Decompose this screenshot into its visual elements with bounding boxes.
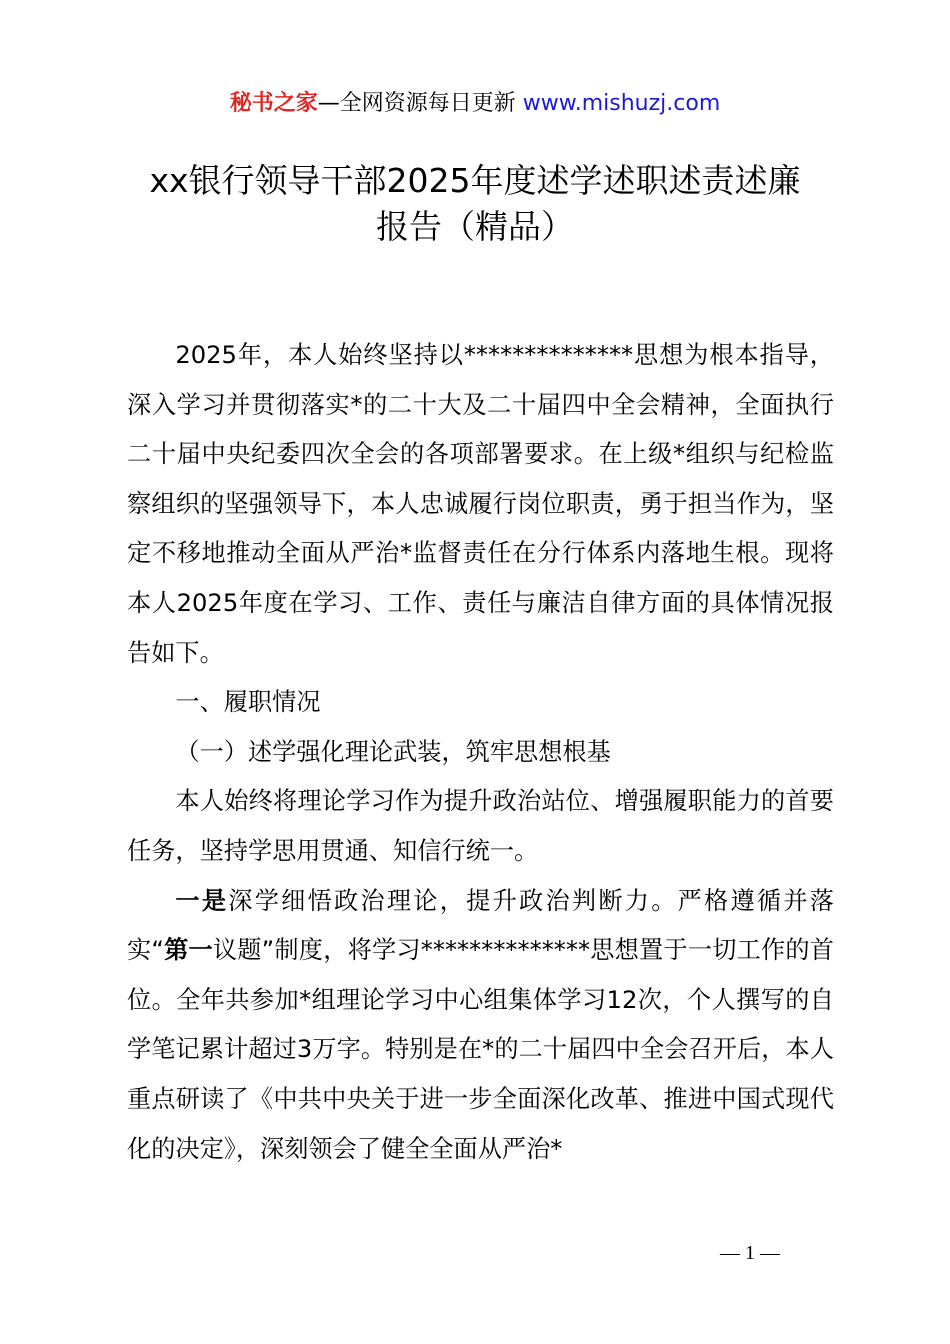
document-body xyxy=(127,331,834,1174)
subsection-intro-paragraph: 本人始终将理论学习作为提升政治站位、增强履职能力的首要任务，坚持学思用贯通、知信行统一。 xyxy=(127,787,834,865)
banner-tagline: —全网资源每日更新 xyxy=(317,91,523,116)
site-banner xyxy=(0,88,950,120)
document-title xyxy=(110,158,840,250)
point-1-text-b: 议题”制度，将学习**************思想置于一切工作的首位。全年共参加*组理论学习中心组集体学习12次，个人撰写的自学笔记累计超过3万字。特别是在*的二十届四中全会召开后，本人重点研读了《中共中央关于进一步全面深化改革、推进中国式现代化的决定》，深刻领会了健全全面从严治* xyxy=(127,936,834,1163)
subsection-heading-1: （一）述学强化理论武装，筑牢思想根基 xyxy=(175,737,611,766)
point-1-text-a: 深学细悟政治理论，提升政治判断力。严格遵循并落实“ xyxy=(127,886,834,965)
brand-name: 秘书之家 xyxy=(229,91,318,116)
title-line-2: 报告（精品） xyxy=(376,207,574,246)
point-1-lead: 一是 xyxy=(175,886,229,915)
site-url-link[interactable]: www.mishuzj.com xyxy=(522,91,721,116)
title-line-1: xx银行领导干部2025年度述学述职述责述廉 xyxy=(149,161,801,200)
point-1-paragraph xyxy=(127,877,834,1175)
point-1-emphasis: 第一 xyxy=(163,936,213,965)
intro-paragraph: 2025年，本人始终坚持以**************思想为根本指导，深入学习并贯彻落实*的二十大及二十届四中全会精神，全面执行二十届中央纪委四次全会的各项部署要求。在上级*组织与纪检监察组织的坚强领导下，本人忠诚履行岗位职责，勇于担当作为，坚定不移地推动全面从严治*监督责任在分行体系内落地生根。现将本人2025年度在学习、工作、责任与廉洁自律方面的具体情况报告如下。 xyxy=(127,341,834,667)
section-heading-1: 一、履职情况 xyxy=(175,688,321,717)
page-number: — 1 — xyxy=(720,1242,780,1264)
